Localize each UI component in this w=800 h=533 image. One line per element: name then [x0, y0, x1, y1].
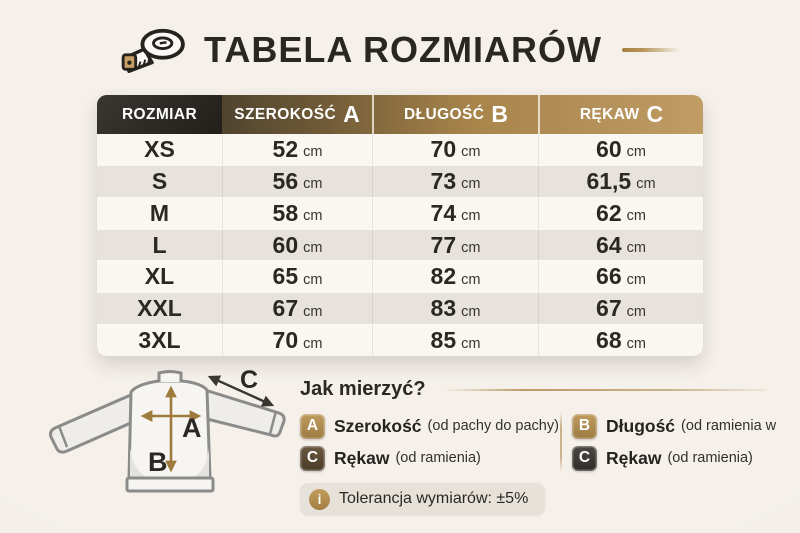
- width-cell: 56 cm: [222, 166, 372, 197]
- hem-band: [127, 478, 213, 491]
- how-to-heading: Jak mierzyć?: [300, 378, 426, 400]
- table-row-xl: [97, 260, 703, 292]
- table-row-s: [97, 165, 703, 197]
- diagram-label-b: B: [148, 447, 168, 477]
- legend-item-width: A Szerokość (od pachy do pachy): [300, 410, 550, 442]
- jacket-measurement-diagram: [33, 366, 295, 522]
- table-row-l: [97, 229, 703, 261]
- legend-item-sleeve: C Rękaw (od ramienia): [300, 442, 550, 474]
- diagram-label-a: A: [182, 413, 202, 443]
- table-row-xxl: [97, 292, 703, 324]
- diagram-label-c: C: [240, 366, 259, 394]
- table-row-3xl: [97, 324, 703, 356]
- sleeve-cell: 68 cm: [538, 325, 703, 356]
- width-cell: 52 cm: [222, 134, 372, 165]
- badge-c2: C: [572, 446, 597, 471]
- how-to-measure-section: [300, 378, 777, 515]
- legend-item-length: B Długość (od ramienia w: [572, 410, 776, 442]
- length-cell: 70 cm: [372, 134, 538, 165]
- width-cell: 67 cm: [222, 293, 372, 324]
- sleeve-cell: 62 cm: [538, 198, 703, 229]
- measure-legend: [300, 410, 777, 474]
- collar: [159, 372, 181, 383]
- column-letter-a: A: [343, 101, 360, 127]
- table-header-row: [97, 95, 703, 134]
- table-row-m: [97, 197, 703, 229]
- how-to-header: [300, 378, 767, 401]
- size-cell: XL: [144, 263, 175, 290]
- column-header-dlugosc: DŁUGOŚĆ B: [372, 95, 538, 134]
- sleeve-cell: 60 cm: [538, 134, 703, 165]
- measuring-tape-icon: [120, 24, 188, 78]
- title-accent-dash: [622, 48, 680, 52]
- sleeve-cell: 61,5 cm: [538, 166, 703, 197]
- badge-a: A: [300, 414, 325, 439]
- left-sleeve: [51, 394, 134, 452]
- table-body: [97, 134, 703, 356]
- column-header-rozmiar: ROZMIAR: [97, 95, 222, 134]
- size-cell: XS: [144, 135, 175, 162]
- size-cell: 3XL: [138, 327, 181, 354]
- badge-c: C: [300, 446, 325, 471]
- length-cell: 82 cm: [372, 261, 538, 292]
- column-letter-c: C: [646, 101, 664, 127]
- badge-b: B: [572, 414, 597, 439]
- tolerance-text: Tolerancja wymiarów: ±5%: [339, 490, 529, 507]
- width-cell: 58 cm: [222, 198, 372, 229]
- size-cell: M: [149, 199, 170, 226]
- size-table: [97, 95, 703, 356]
- tolerance-note: [300, 483, 545, 515]
- length-cell: 77 cm: [372, 230, 538, 261]
- length-cell: 73 cm: [372, 166, 538, 197]
- legend-right-column: [572, 410, 776, 474]
- heading-accent-line: [442, 389, 767, 391]
- size-cell: XXL: [137, 295, 182, 322]
- sleeve-cell: 67 cm: [538, 293, 703, 324]
- width-cell: 65 cm: [222, 261, 372, 292]
- column-letter-b: B: [491, 101, 508, 127]
- length-cell: 85 cm: [372, 325, 538, 356]
- length-cell: 83 cm: [372, 293, 538, 324]
- size-cell: S: [151, 167, 168, 194]
- title-row: [0, 20, 800, 80]
- length-cell: 74 cm: [372, 198, 538, 229]
- legend-item-sleeve-2: C Rękaw (od ramienia): [572, 442, 776, 474]
- table-row-xs: [97, 134, 703, 165]
- column-header-rekaw: RĘKAW C: [538, 95, 703, 134]
- legend-divider: [560, 412, 562, 472]
- page-title: TABELA ROZMIARÓW: [204, 29, 602, 70]
- info-icon: i: [309, 489, 330, 510]
- legend-left-column: [300, 410, 559, 474]
- width-cell: 60 cm: [222, 230, 372, 261]
- width-cell: 70 cm: [222, 325, 372, 356]
- column-header-szerokosc: SZEROKOŚĆ A: [234, 101, 360, 127]
- sleeve-cell: 64 cm: [538, 230, 703, 261]
- sleeve-cell: 66 cm: [538, 261, 703, 292]
- size-cell: L: [152, 231, 167, 258]
